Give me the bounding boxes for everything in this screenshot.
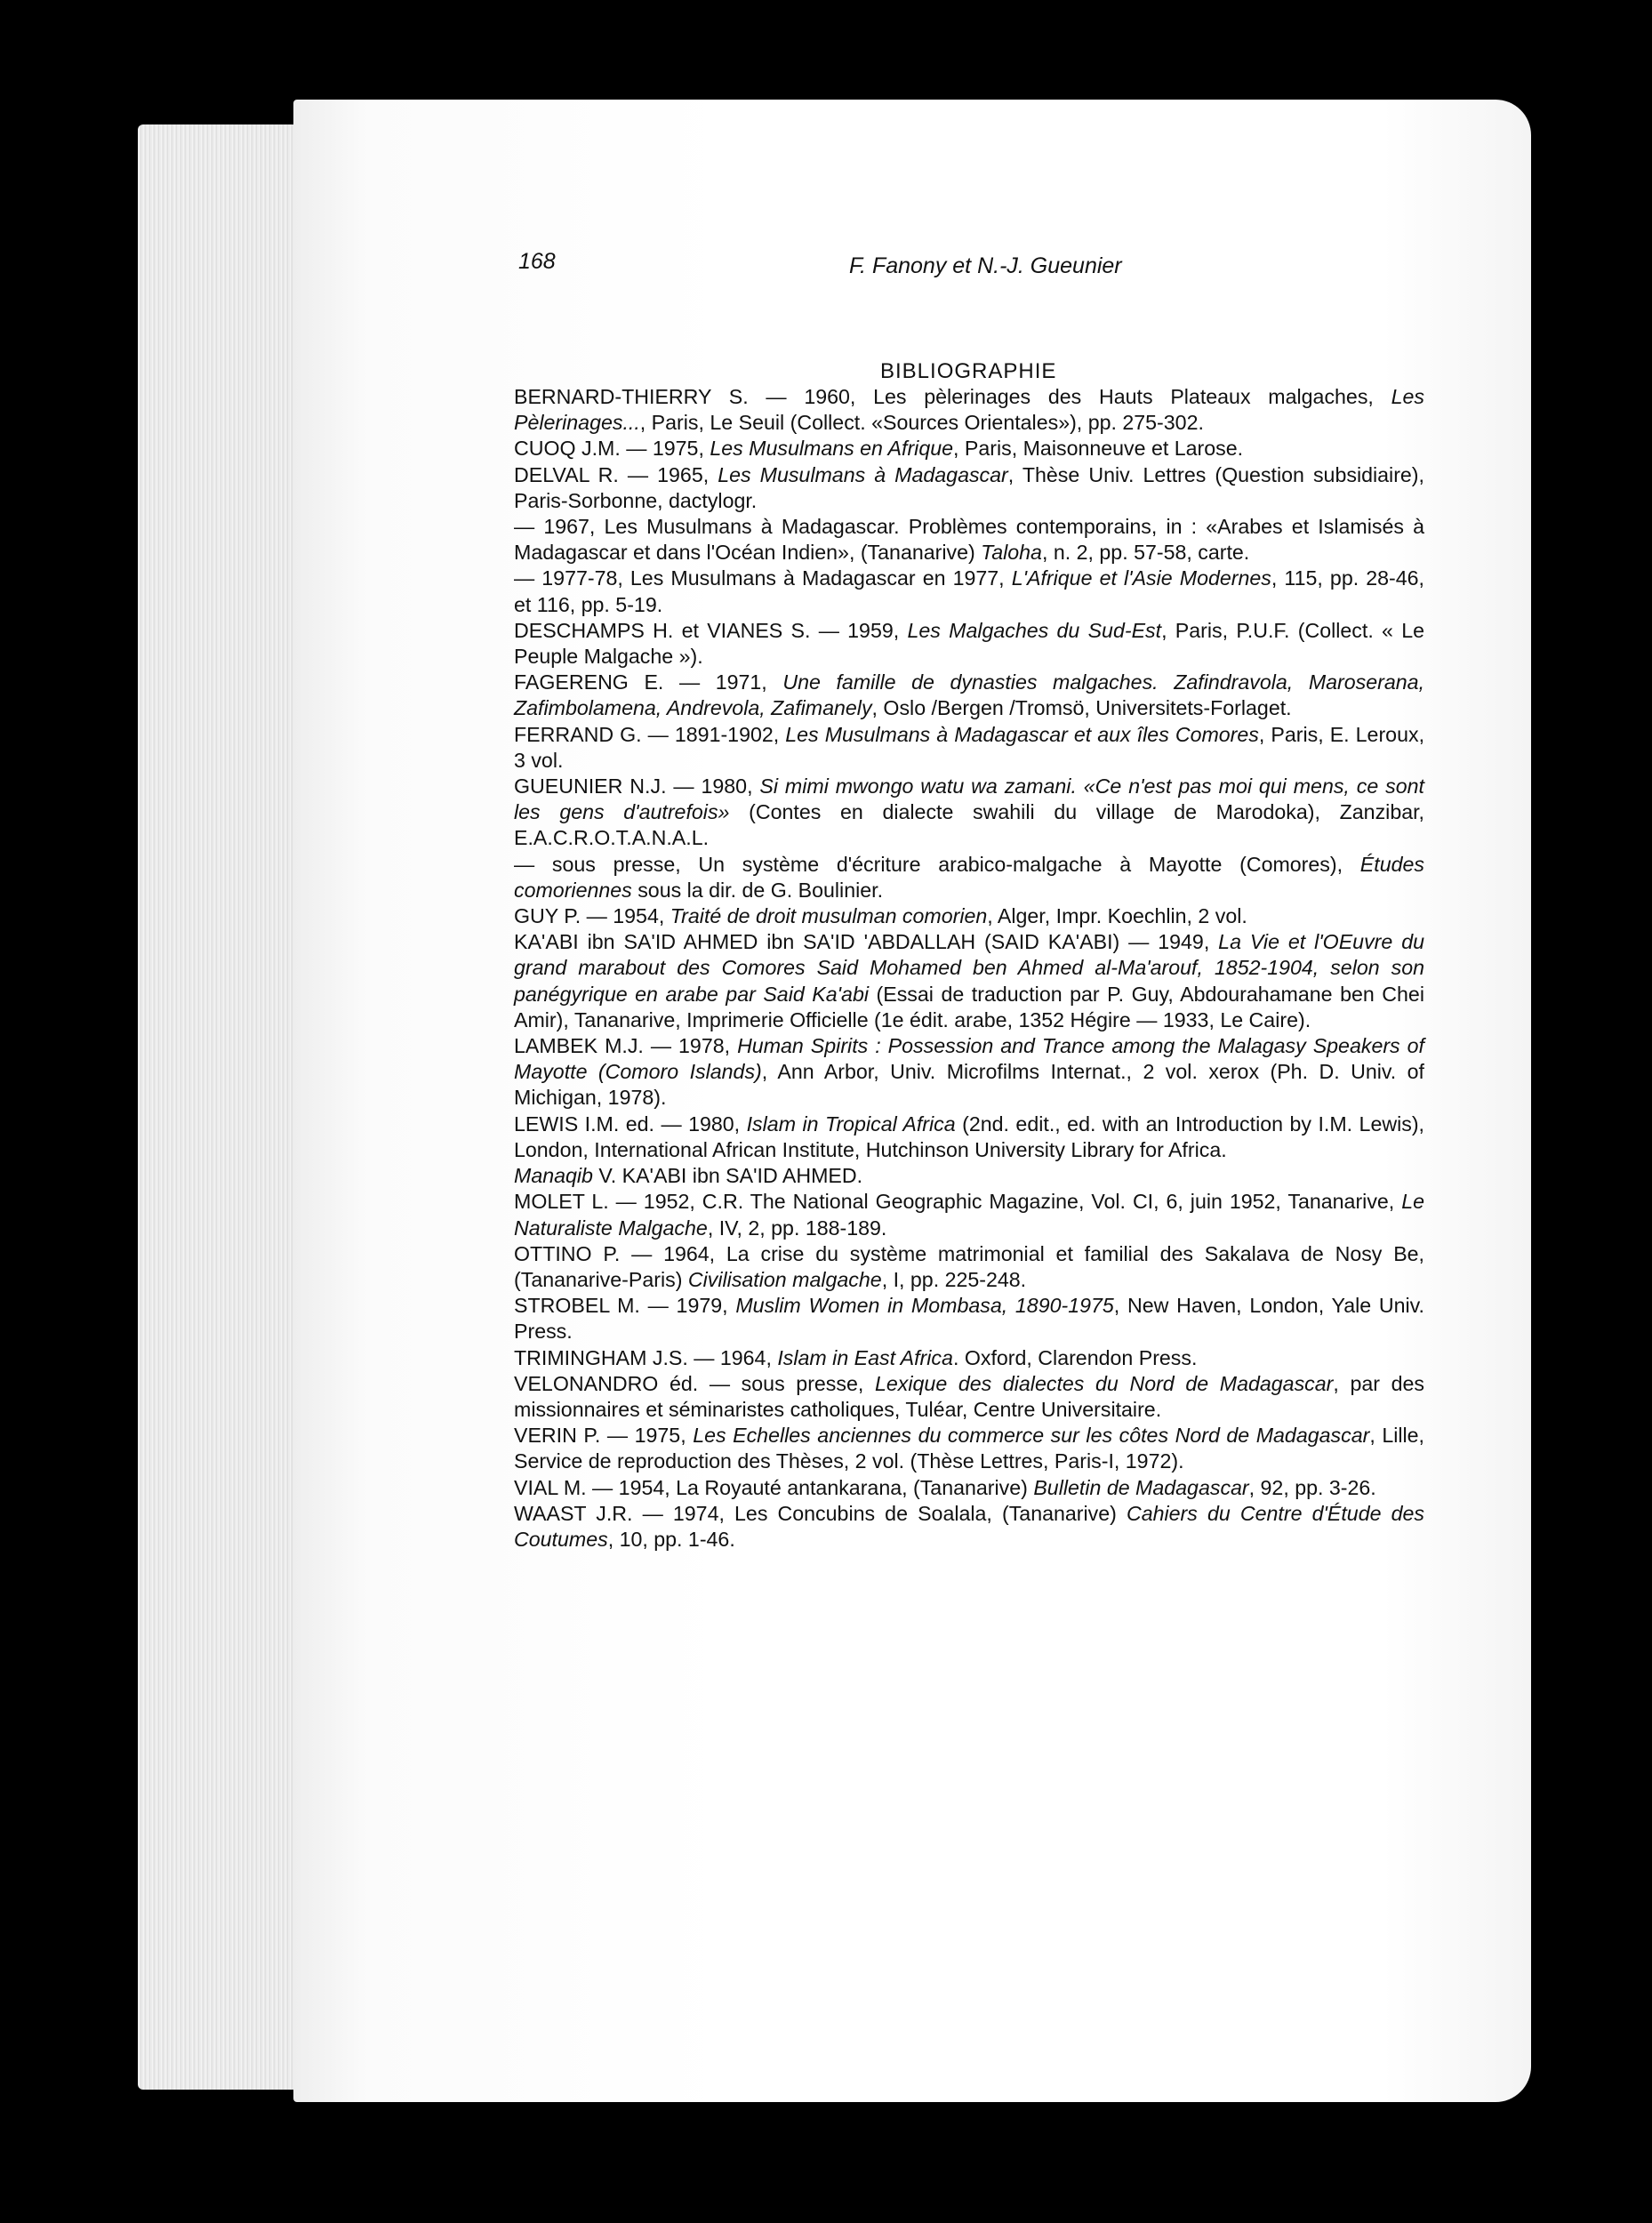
bibliography-entry: LAMBEK M.J. — 1978, Human Spirits : Possession and Trance among the Malagasy Speakers of Mayotte (Comoro Islands), Ann Arbor, Univ. Microfilms Internat., 2 vol. xerox (Ph. D. Univ. of Michigan, 1978). <box>514 1034 1425 1110</box>
bibliography-entry: CUOQ J.M. — 1975, Les Musulmans en Afrique, Paris, Maisonneuve et Larose. <box>514 437 1244 461</box>
bibliography-entry: GUEUNIER N.J. — 1980, Si mimi mwongo watu wa zamani. «Ce n'est pas moi qui mens, ce sont les gens d'autrefois» (Contes en dialecte swahili du village de Marodoka), Zanzibar, E.A.C.R.O.T.A.N.A.L. <box>514 774 1424 850</box>
bibliography-entry: VIAL M. — 1954, La Royauté antankarana, (Tananarive) Bulletin de Madagascar, 92, pp. 3-26. <box>514 1475 1376 1499</box>
bibliography-entry: DELVAL R. — 1965, Les Musulmans à Madagascar, Thèse Univ. Lettres (Question subsidiaire), Paris-Sorbonne, dactylogr. <box>514 462 1424 512</box>
bibliography-entry: GUY P. — 1954, Traité de droit musulman comorien, Alger, Impr. Koechlin, 2 vol. <box>514 904 1247 928</box>
bibliography-entry: MOLET L. — 1952, C.R. The National Geographic Magazine, Vol. CI, 6, juin 1952, Tananarive, Le Naturaliste Malgache, IV, 2, pp. 188-189. <box>514 1190 1424 1240</box>
bibliography-entry: FERRAND G. — 1891-1902, Les Musulmans à Madagascar et aux îles Comores, Paris, E. Leroux, 3 vol. <box>514 722 1425 772</box>
bibliography-entry: DESCHAMPS H. et VIANES S. — 1959, Les Malgaches du Sud-Est, Paris, P.U.F. (Collect. « Le Peuple Malgache »). <box>514 618 1424 669</box>
bibliography-entry: VELONANDRO éd. — sous presse, Lexique des dialectes du Nord de Madagascar, par des missionnaires et séminaristes catholiques, Tuléar, Centre Universitaire. <box>514 1371 1424 1421</box>
running-header-authors: F. Fanony et N.-J. Gueunier <box>849 253 1122 278</box>
bibliography-entry: KA'ABI ibn SA'ID AHMED ibn SA'ID 'ABDALLAH (SAID KA'ABI) — 1949, La Vie et l'OEuvre du grand marabout des Comores Said Mohamed ben Ahmed al-Ma'arouf, 1852-1904, selon son panégyrique en arabe par Said Ka'abi (Essai de traduction par P. Guy, Abdourahamane ben Chei Amir), Tananarive, Imprimerie Officielle (1e édit. arabe, 1352 Hégire — 1933, Le Caire). <box>514 930 1424 1031</box>
bibliography-entry: STROBEL M. — 1979, Muslim Women in Mombasa, 1890-1975, New Haven, London, Yale Univ. Press. <box>514 1294 1424 1344</box>
page-edges <box>138 124 307 2090</box>
bibliography-title: BIBLIOGRAPHIE <box>880 359 1057 383</box>
bibliography-entry: VERIN P. — 1975, Les Echelles anciennes du commerce sur les côtes Nord de Madagascar, Lille, Service de reproduction des Thèses, 2 vol. (Thèse Lettres, Paris-I, 1972). <box>514 1424 1425 1473</box>
bibliography-entry: FAGERENG E. — 1971, Une famille de dynasties malgaches. Zafindravola, Maroserana, Zafimbolamena, Andrevola, Zafimanely, Oslo /Bergen /Tromsö, Universitets-Forlaget. <box>514 670 1425 720</box>
bibliography-entry: WAAST J.R. — 1974, Les Concubins de Soalala, (Tananarive) Cahiers du Centre d'Étude des Coutumes, 10, pp. 1-46. <box>514 1501 1424 1551</box>
bibliography-entry: — 1967, Les Musulmans à Madagascar. Problèmes contemporains, in : «Arabes et Islamisés à Madagascar et dans l'Océan Indien», (Tananarive) Taloha, n. 2, pp. 57-58, carte. <box>514 515 1424 565</box>
bibliography-list <box>514 384 1424 1553</box>
bibliography-entry: Manaqib V. KA'ABI ibn SA'ID AHMED. <box>514 1164 863 1188</box>
bibliography-entry: BERNARD-THIERRY S. — 1960, Les pèlerinages des Hauts Plateaux malgaches, Les Pèlerinages..., Paris, Le Seuil (Collect. «Sources Orientales»), pp. 275-302. <box>514 385 1424 435</box>
bibliography-entry: TRIMINGHAM J.S. — 1964, Islam in East Africa. Oxford, Clarendon Press. <box>514 1345 1198 1369</box>
page-number: 168 <box>518 249 556 274</box>
bibliography-entry: — sous presse, Un système d'écriture arabico-malgache à Mayotte (Comores), Études comoriennes sous la dir. de G. Boulinier. <box>514 852 1424 902</box>
bibliography-entry: OTTINO P. — 1964, La crise du système matrimonial et familial des Sakalava de Nosy Be, (Tananarive-Paris) Civilisation malgache, I, pp. 225-248. <box>514 1241 1424 1291</box>
bibliography-entry: LEWIS I.M. ed. — 1980, Islam in Tropical Africa (2nd. edit., ed. with an Introduction by I.M. Lewis), London, International African Institute, Hutchinson University Library for Africa. <box>514 1112 1425 1161</box>
bibliography-entry: — 1977-78, Les Musulmans à Madagascar en 1977, L'Afrique et l'Asie Modernes, 115, pp. 28-46, et 116, pp. 5-19. <box>514 566 1424 616</box>
